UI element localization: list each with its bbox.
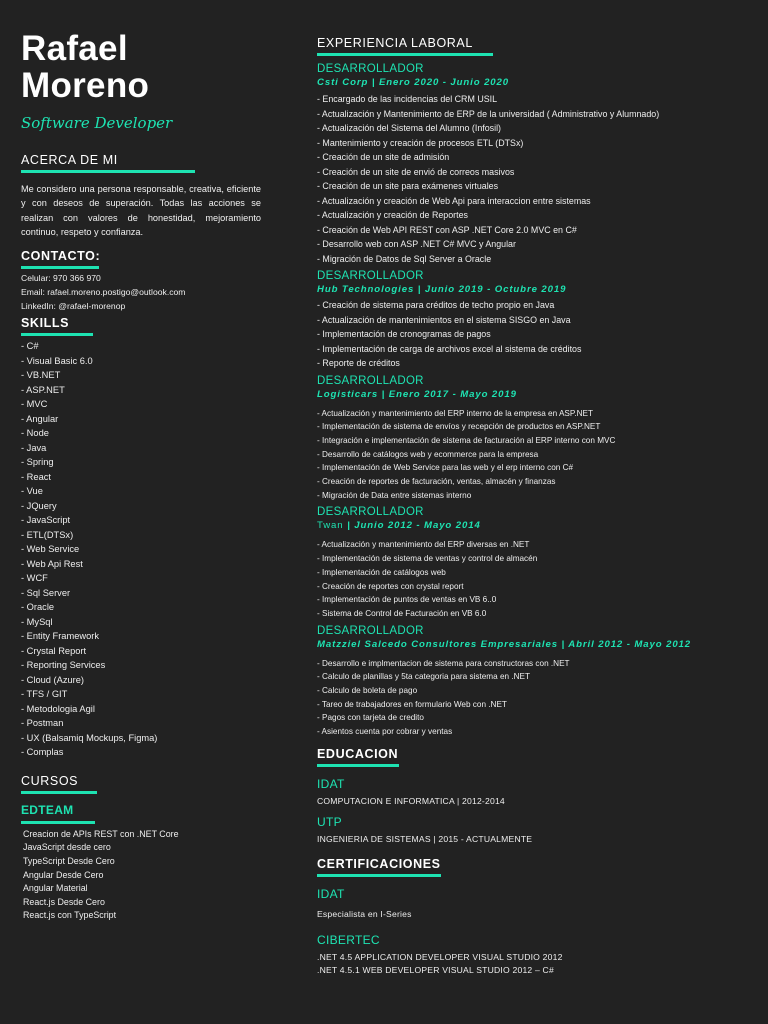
skill-item: - Web Service [21,544,80,555]
skill-item: - React [21,471,51,482]
job-company-period [317,519,737,532]
skill-item: - MySql [21,616,53,627]
job-duty: - Creación de reportes de facturación, ventas, almacén y finanzas [317,477,556,487]
job-duty: - Implementación de cronogramas de pagos [317,329,491,339]
certifications-section [317,857,737,977]
job-entry [317,505,737,620]
education-divider [317,764,399,767]
courses-school: EDTEAM [21,802,74,817]
job-duty: - Migración de Datos de Sql Server a Oracle [317,253,492,264]
job-entry [317,624,737,739]
courses-list [21,828,261,923]
job-duty: - Implementación de puntos de ventas en VB 6..0 [317,595,497,605]
experience-divider [317,53,493,56]
skill-item: - VB.NET [21,370,61,381]
contact-line: Celular: 970 366 970 [21,272,101,283]
experience-heading: EXPERIENCIA LABORAL [317,36,473,50]
skill-item: - Angular [21,413,59,424]
skill-item: - Java [21,442,47,453]
skill-item: - UX (Balsamiq Mockups, Figma) [21,732,158,743]
skills-list [21,339,261,760]
job-duty: - Actualización y creación de Web Api para interaccion entre sistemas [317,195,591,206]
job-duty: - Actualización del Sistema del Alumno (Infosil) [317,123,501,133]
job-duty: - Migración de Data entre sistemas interno [317,490,472,500]
education-school: UTP [317,814,342,829]
about-text: Me considero una persona responsable, creativa, eficiente y con deseos de superación. Todas las acciones se realizan con valores de honestidad, mejoramiento continuo, respeto y confianza. [21,184,261,238]
course-item: React.js Desde Cero [23,896,105,907]
certifications-heading: CERTIFICACIONES [317,856,441,871]
contact-line: Email: rafael.moreno.postigo@outlook.com [21,286,186,297]
skills-heading: SKILLS [21,316,70,331]
certification-school: IDAT [317,886,345,901]
courses-school-divider [21,821,95,824]
skill-item: - Visual Basic 6.0 [21,355,93,366]
certification-school: CIBERTEC [317,933,380,948]
job-duty: - Asientos cuenta por cobrar y ventas [317,727,453,737]
job-duty: - Desarrollo web con ASP .NET C# MVC y Angular [317,239,516,249]
job-company: Csti Corp [317,77,369,88]
job-entry [317,62,737,266]
jobs-list [317,62,737,739]
skill-item: - Node [21,428,49,439]
certification-line: .NET 4.5 APPLICATION DEVELOPER VISUAL STUDIO 2012 [317,952,563,963]
contact-list [21,271,261,314]
job-duty: - Implementación de sistema de ventas y control de almacén [317,554,538,564]
course-item: Angular Material [23,883,88,894]
job-duties [317,92,737,266]
job-duty: - Actualización y creación de Reportes [317,210,468,220]
education-list [317,777,737,844]
job-duty: - Creación de reportes con crystal report [317,581,464,591]
course-item: Creacion de APIs REST con .NET Core [23,828,179,839]
skill-item: - Web Api Rest [21,558,83,569]
job-company-period [317,638,737,651]
job-company-period [317,76,737,89]
certification-line: .NET 4.5.1 WEB DEVELOPER VISUAL STUDIO 2012 – C# [317,964,554,975]
skill-item: - C# [21,341,39,352]
job-duty: - Actualización y mantenimiento del ERP diversas en .NET [317,540,530,550]
job-duty: - Actualización y mantenimiento del ERP interno de la empresa en ASP.NET [317,408,593,418]
job-duties [317,407,737,503]
skill-item: - JavaScript [21,515,71,526]
education-school: IDAT [317,776,345,791]
skill-item: - ETL(DTSx) [21,529,74,540]
job-duty: - Creación de un site para exámenes virtuales [317,181,499,191]
job-duty: - Desarrollo e implmentacion de sistema para constructoras con .NET [317,658,570,668]
job-duty: - Sistema de Control de Facturación en VB 6.0 [317,608,487,618]
job-duty: - Encargado de las incidencias del CRM USIL [317,94,498,104]
courses-section [21,774,261,923]
course-item: React.js con TypeScript [23,910,117,921]
skill-item: - Cloud (Azure) [21,674,85,685]
about-divider [21,170,195,173]
contact-line: LinkedIn: @rafael-morenop [21,301,126,312]
course-item: Angular Desde Cero [23,869,104,880]
job-duty: - Calculo de boleta de pago [317,686,418,696]
job-duty: - Creación de sistema para créditos de techo propio en Java [317,300,555,310]
job-entry [317,269,737,371]
certifications-divider [317,874,441,877]
certification-lines [317,951,737,976]
job-duty: - Mantenimiento y creación de procesos ETL (DTSx) [317,137,524,148]
education-detail: INGENIERIA DE SISTEMAS | 2015 - ACTUALMENTE [317,833,533,844]
first-name: Rafael [21,29,128,68]
contact-heading: CONTACTO: [21,248,101,263]
last-name: Moreno [21,66,150,105]
full-name [21,30,261,104]
job-duty: - Integración e implementación de sistema de facturación al ERP interno con MVC [317,435,616,445]
skill-item: - Complas [21,747,64,758]
job-company: Hub Technologies [317,284,415,295]
job-duties [317,298,737,371]
job-company: Twan [317,520,344,532]
skill-item: - Entity Framework [21,631,100,642]
job-duty: - Reporte de créditos [317,358,400,368]
skill-item: - TFS / GIT [21,689,68,700]
job-company: Logisticars [317,388,379,400]
job-company-period [317,283,737,296]
job-duty: - Creación de Web API REST con ASP .NET Core 2.0 MVC en C# [317,224,577,235]
skills-section [21,316,261,760]
job-duty: - Pagos con tarjeta de credito [317,713,424,723]
certification-lines [317,908,737,921]
skill-item: - Oracle [21,602,55,613]
job-period: | Junio 2019 - Octubre 2019 [414,284,567,295]
job-title: DESARROLLADOR [317,270,424,282]
job-title: DESARROLLADOR [317,624,424,637]
about-section [21,153,261,240]
skill-item: - MVC [21,399,48,410]
job-duty: - Implementación de carga de archivos excel al sistema de créditos [317,343,582,354]
job-duty: - Actualización de mantenimientos en el sistema SISGO en Java [317,314,571,325]
job-duty: - Creación de un site de admisión [317,152,450,162]
skill-item: - Metodologia Agil [21,703,95,714]
job-duties [317,538,737,620]
job-period: | Abril 2012 - Mayo 2012 [557,638,692,650]
education-section [317,747,737,844]
course-item: JavaScript desde cero [23,842,111,853]
job-duty: - Desarrollo de catálogos web y ecommerce para la empresa [317,449,539,459]
job-duties [317,657,737,739]
job-duty: - Implementación de Web Service para las web y el erp interno con C# [317,463,574,473]
job-duty: - Implementación de catálogos web [317,567,446,577]
skills-divider [21,333,93,336]
left-column [21,30,261,923]
job-period: | Junio 2012 - Mayo 2014 [343,520,481,532]
skill-item: - ASP.NET [21,384,65,395]
job-duty: - Calculo de planillas y 5ta categoria para sistema en .NET [317,672,530,682]
job-duty: - Creación de un site de envió de correos masivos [317,166,515,177]
job-duty: - Tareo de trabajadores en formulario Web con .NET [317,699,507,709]
education-item [317,777,737,806]
education-heading: EDUCACION [317,746,399,761]
job-company-period [317,388,737,401]
skill-item: - Postman [21,718,64,729]
contact-section [21,249,261,314]
job-role: Software Developer [21,114,173,132]
skill-item: - Crystal Report [21,645,87,656]
skill-item: - Vue [21,486,43,497]
courses-heading: CURSOS [21,773,79,788]
job-duty: - Actualización y Mantenimiento de ERP de la universidad ( Administrativo y Alumnado) [317,108,660,119]
job-period: | Enero 2020 - Junio 2020 [368,77,510,88]
contact-divider [21,266,99,269]
education-item [317,815,737,844]
about-heading: ACERCA DE MI [21,153,118,167]
certification-item [317,887,737,921]
skill-item: - Spring [21,457,54,468]
courses-divider [21,791,97,794]
certification-line: Especialista en I-Series [317,908,412,919]
job-company: Matzziel Salcedo Consultores Empresariales [317,638,558,650]
job-duty: - Implementación de sistema de envíos y recepción de productos en ASP.NET [317,422,601,432]
job-title: DESARROLLADOR [317,63,424,75]
right-column [317,36,737,976]
course-item: TypeScript Desde Cero [23,855,115,866]
certifications-list [317,887,737,977]
skill-item: - Sql Server [21,587,71,598]
job-title: DESARROLLADOR [317,506,424,519]
education-detail: COMPUTACION E INFORMATICA | 2012-2014 [317,795,505,806]
job-title: DESARROLLADOR [317,374,424,387]
certification-item [317,933,737,976]
job-entry [317,374,737,503]
skill-item: - JQuery [21,500,57,511]
job-period: | Enero 2017 - Mayo 2019 [378,388,517,400]
skill-item: - Reporting Services [21,660,106,671]
skill-item: - WCF [21,573,48,584]
